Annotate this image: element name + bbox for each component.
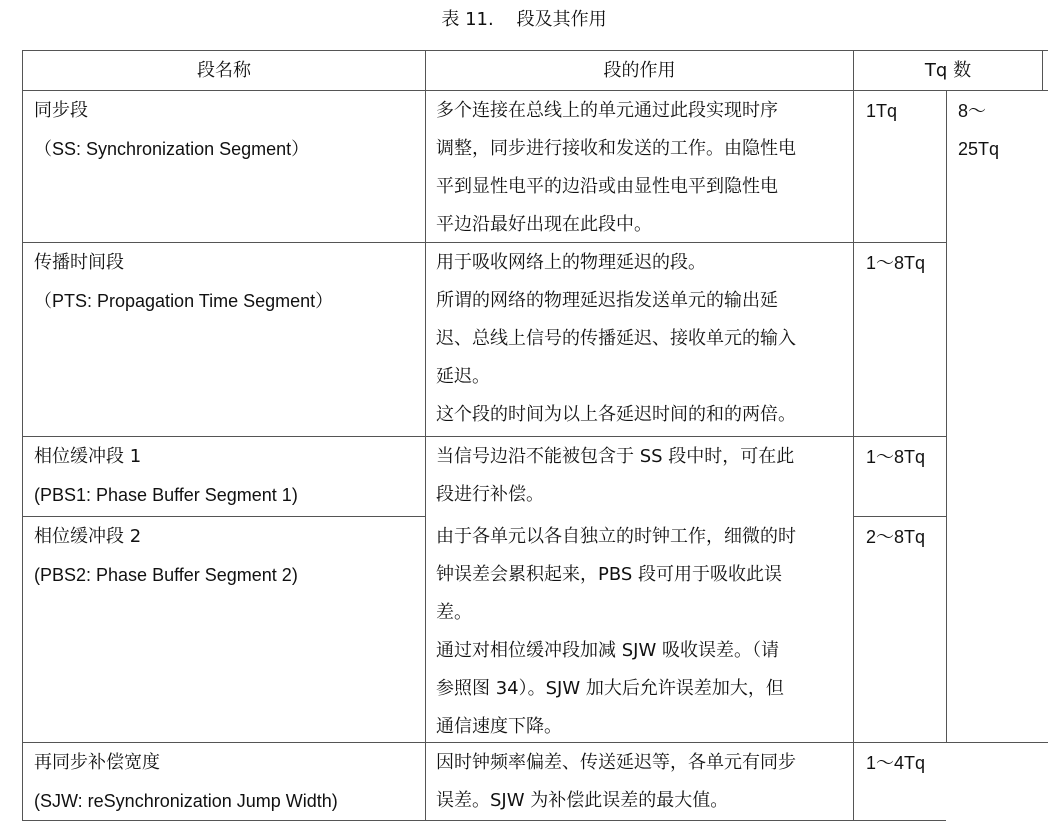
segment-role-line: 通信速度下降。 (436, 716, 562, 737)
header-segment-role: 段的作用 (603, 60, 676, 81)
segment-name-line: (PBS1: Phase Buffer Segment 1) (34, 485, 298, 505)
segment-name-line: (SJW: reSynchronization Jump Width) (34, 791, 338, 811)
table-right-border (1042, 50, 1043, 91)
segment-name-line: 同步段 (34, 100, 88, 121)
segment-role-line: 通过对相位缓冲段加减 SJW 吸收误差。（请 (436, 640, 779, 661)
tq-value-pbs2: 2～8Tq (866, 527, 926, 547)
tq-value-ss: 1Tq (866, 101, 898, 121)
table-top-border (22, 50, 1048, 51)
tq-value-pts: 1～8Tq (866, 253, 926, 273)
segment-role-line: 参照图 34）。SJW 加大后允许误差加大，但 (436, 678, 784, 699)
segment-role-line: 迟、总线上信号的传播延迟、接收单元的输入 (436, 328, 796, 349)
segment-role-line: 这个段的时间为以上各延迟时间的和的两倍。 (436, 404, 796, 425)
total-tq-value (958, 92, 999, 168)
header-divider (22, 90, 1048, 91)
segment-name-pbs2 (34, 518, 298, 594)
segment-name-line: 相位缓冲段 2 (34, 526, 142, 547)
segment-name-line: （SS: Synchronization Segment） (34, 139, 310, 159)
segment-name-ss (34, 92, 309, 168)
table-bottom-border (22, 820, 946, 821)
segment-role-line: 平到显性电平的边沿或由显性电平到隐性电 (436, 176, 778, 197)
segment-name-pts (34, 244, 333, 320)
segment-role-line: 钟误差会累积起来，PBS 段可用于吸收此误 (436, 564, 783, 585)
segment-role-line: 平边沿最好出现在此段中。 (436, 214, 652, 235)
segment-role-pts (436, 244, 796, 434)
column-divider (425, 50, 426, 821)
segment-role-line: 用于吸收网络上的物理延迟的段。 (436, 252, 706, 273)
segment-role-line: 段进行补偿。 (436, 484, 544, 505)
total-tq-line: 8～ (958, 101, 987, 121)
table-left-border (22, 50, 23, 821)
header-tq-count: Tq 数 (924, 60, 972, 81)
segment-name-line: 再同步补偿宽度 (34, 752, 160, 773)
segment-name-line: 相位缓冲段 1 (34, 446, 142, 467)
segment-role-line: 由于各单元以各自独立的时钟工作，细微的时 (436, 526, 796, 547)
segment-role-ss (436, 92, 796, 244)
segment-role-line: 调整，同步进行接收和发送的工作。由隐性电 (436, 138, 796, 159)
table-caption: 表 11. 段及其作用 (441, 9, 607, 30)
segment-role-line: 因时钟频率偏差、传送延迟等，各单元有同步 (436, 752, 796, 773)
segment-role-line: 多个连接在总线上的单元通过此段实现时序 (436, 100, 778, 121)
segment-name-line: 传播时间段 (34, 252, 124, 273)
segment-role-line: 所谓的网络的物理延迟指发送单元的输出延 (436, 290, 778, 311)
segment-name-sjw (34, 744, 338, 820)
segment-role-line: 当信号边沿不能被包含于 SS 段中时，可在此 (436, 446, 795, 467)
total-tq-line: 25Tq (958, 139, 1000, 159)
segment-role-line: 误差。SJW 为补偿此误差的最大值。 (436, 790, 729, 811)
tq-value-sjw: 1～4Tq (866, 753, 926, 773)
segment-name-line: (PBS2: Phase Buffer Segment 2) (34, 565, 298, 585)
tq-value-pbs1: 1～8Tq (866, 447, 926, 467)
segment-role-pbs (436, 438, 796, 746)
row-divider (853, 516, 946, 517)
header-segment-name: 段名称 (197, 60, 251, 81)
segment-role-line: 差。 (436, 602, 472, 623)
segment-name-line: （PTS: Propagation Time Segment） (34, 291, 334, 311)
row-divider (22, 516, 425, 517)
column-divider (853, 50, 854, 821)
segment-role-line: 延迟。 (436, 366, 490, 387)
row-divider (22, 436, 946, 437)
segment-name-pbs1 (34, 438, 298, 514)
segment-role-sjw (436, 744, 796, 820)
column-divider (946, 90, 947, 743)
